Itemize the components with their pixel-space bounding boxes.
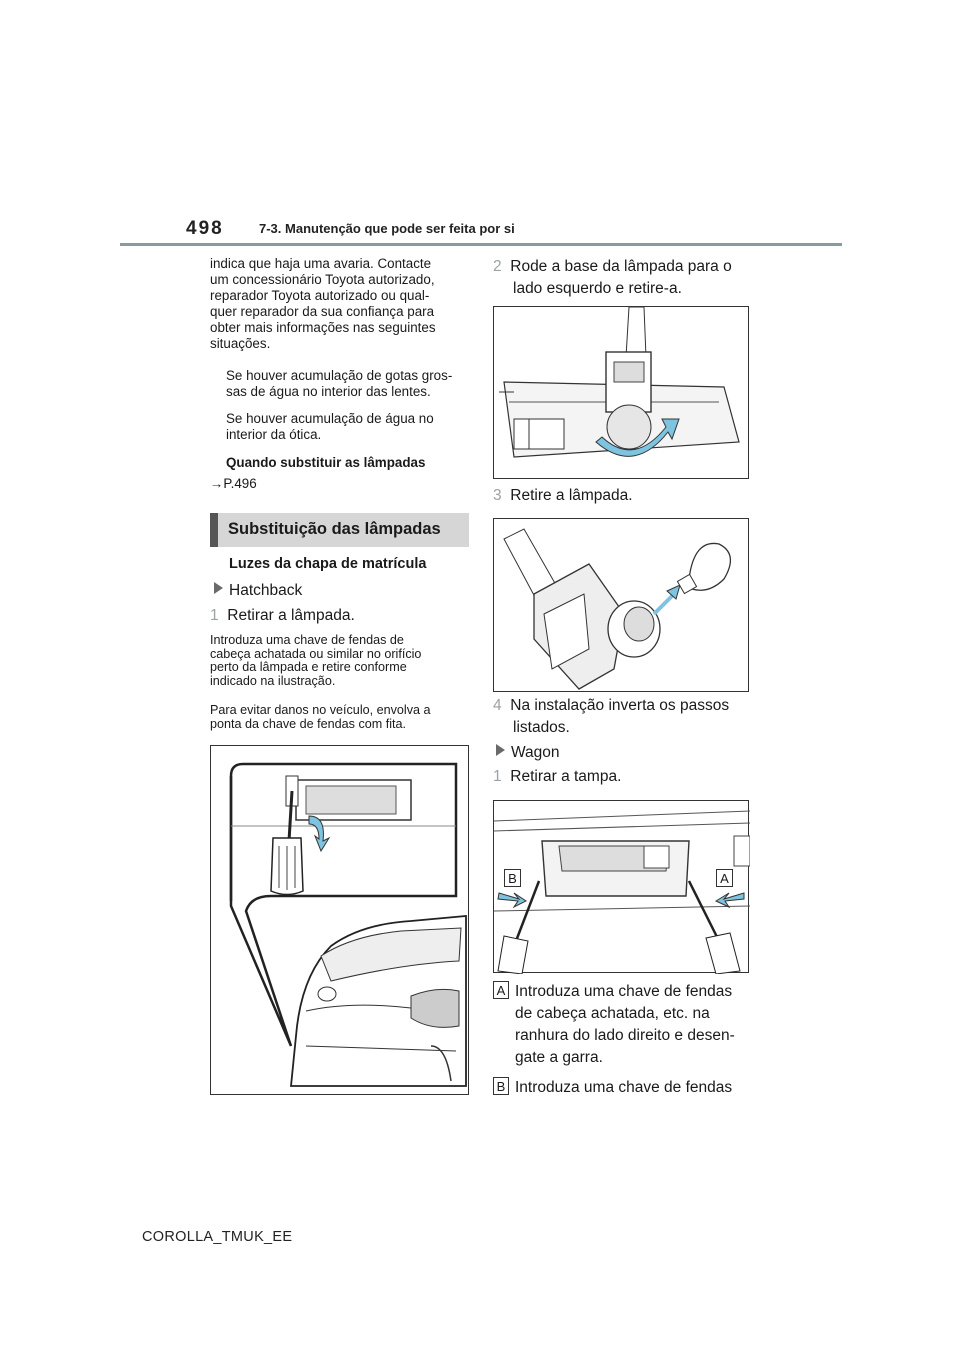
callout-label-b: B — [504, 869, 521, 887]
step-4: 4 Na instalação inverta os passos listados. — [493, 697, 730, 736]
document-code: COROLLA_TMUK_EE — [142, 1229, 293, 1245]
bulb-removal-illustration — [493, 518, 749, 692]
label-a-tag: A — [493, 981, 509, 999]
variant-wagon: Wagon — [496, 742, 560, 764]
header-divider — [120, 243, 842, 246]
label-b-tag: B — [493, 1077, 509, 1095]
page-number: 498 — [186, 218, 224, 239]
item-a-description: A Introduza uma chave de fendas de cabeça achatada, etc. na ranhura do lado direito e desen- gate a garra. — [493, 981, 763, 1069]
note-paragraph: Para evitar danos no veículo, envolva a ponta da chave de fendas com fita. — [210, 703, 431, 731]
hatchback-illustration — [210, 745, 469, 1095]
wagon-step-1: 1 Retirar a tampa. — [493, 768, 622, 785]
bullet-item: Se houver acumulação de gotas gros- sas de água no interior das lentes. — [226, 368, 453, 399]
page-reference-link[interactable]: →P.496 — [210, 476, 257, 491]
callout-label-a: A — [716, 869, 733, 887]
step-2: 2 Rode a base da lâmpada para o lado esquerdo e retire-a. — [493, 258, 732, 297]
triangle-bullet-icon — [496, 744, 505, 756]
section-title: 7-3. Manutenção que pode ser feita por si — [259, 221, 515, 236]
topic-heading: Luzes da chapa de matrícula — [229, 556, 427, 572]
bulb-base-rotation-illustration — [493, 306, 749, 479]
subheading: Quando substituir as lâmpadas — [226, 455, 426, 470]
variant-hatchback: Hatchback — [214, 580, 302, 602]
step-3: 3 Retire a lâmpada. — [493, 487, 633, 504]
note-paragraph: Introduza uma chave de fendas de cabeça achatada ou similar no orifício perto da lâmpada e retire conforme indicado na ilustração. — [210, 633, 422, 688]
intro-paragraph: indica que haja uma avaria. Contacte um concessionário Toyota autorizado, reparador Toyota autorizado ou qual- quer reparador da sua confiança para obter mais informações nas seguintes situações. — [210, 256, 436, 351]
bullet-item: Se houver acumulação de água no interior da ótica. — [226, 411, 434, 442]
item-b-description: B Introduza uma chave de fendas — [493, 1077, 763, 1099]
step-1: 1 Retirar a lâmpada. — [210, 607, 355, 624]
wagon-cover-removal-illustration — [493, 800, 749, 973]
section-heading: Substituição das lâmpadas — [210, 513, 469, 547]
triangle-bullet-icon — [214, 582, 223, 594]
